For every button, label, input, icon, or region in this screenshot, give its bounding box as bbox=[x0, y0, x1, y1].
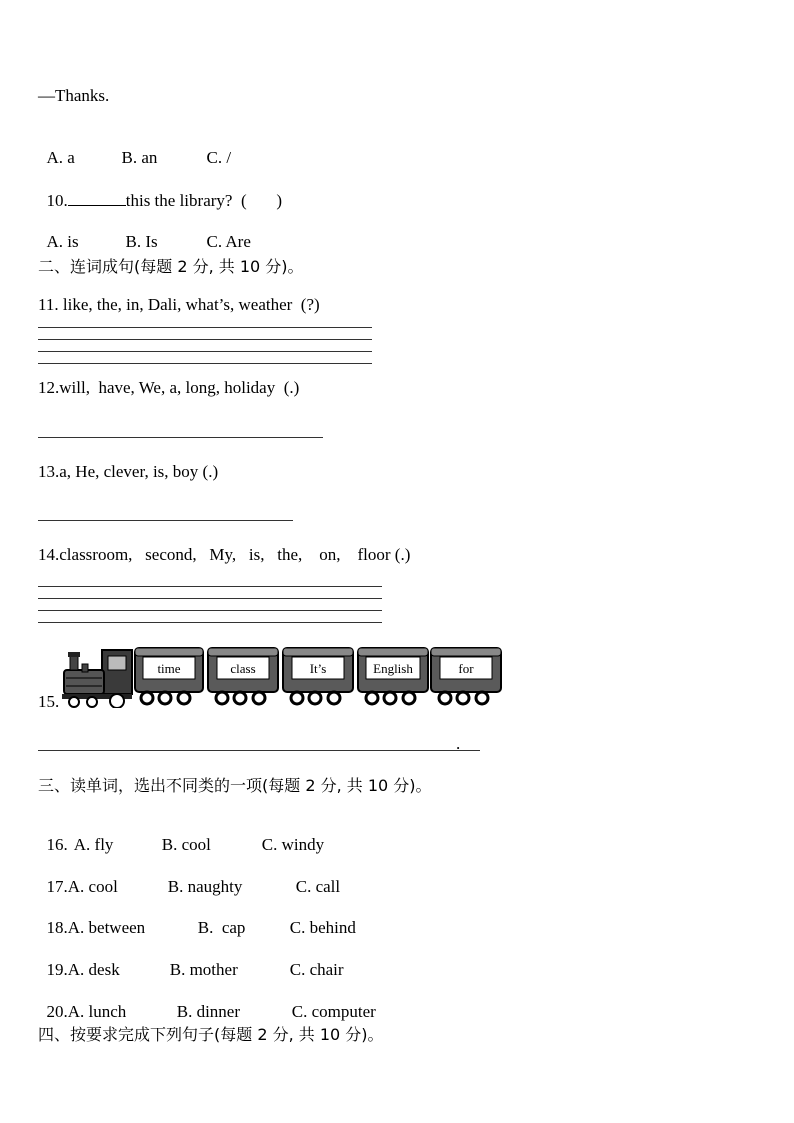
q11-answer-line-2[interactable] bbox=[38, 339, 372, 340]
q10-options bbox=[38, 212, 251, 252]
q19-number: 19. bbox=[46, 960, 68, 979]
q11-answer-line-4[interactable] bbox=[38, 363, 372, 364]
q20 bbox=[38, 982, 376, 1022]
q15-end-mark: . bbox=[456, 734, 461, 753]
q10-blank[interactable] bbox=[68, 190, 126, 206]
q17-number: 17. bbox=[46, 877, 68, 896]
q10-text: this the library? ( ) bbox=[125, 191, 283, 210]
q10-option-a[interactable]: A. is bbox=[46, 232, 79, 251]
train-car-1 bbox=[135, 648, 203, 704]
q20-number: 20. bbox=[46, 1002, 68, 1021]
q17-option-a[interactable]: A. cool bbox=[67, 877, 118, 896]
locomotive-icon bbox=[62, 650, 132, 708]
q10 bbox=[38, 170, 282, 211]
q13-answer-line[interactable] bbox=[38, 520, 293, 521]
q18-number: 18. bbox=[46, 918, 68, 937]
train-car-5 bbox=[431, 648, 501, 704]
q11-prompt: 11. like, the, in, Dali, what’s, weather (?) bbox=[38, 295, 320, 314]
q18 bbox=[38, 898, 356, 938]
q17-option-b[interactable]: B. naughty bbox=[167, 877, 243, 896]
train-car-2 bbox=[208, 648, 278, 704]
q11-answer-line-1[interactable] bbox=[38, 327, 372, 328]
q10-option-b[interactable]: B. Is bbox=[125, 232, 158, 251]
q16 bbox=[38, 815, 324, 855]
q16-option-c[interactable]: C. windy bbox=[261, 835, 325, 854]
q14-answer-line-3[interactable] bbox=[38, 610, 382, 611]
q16-number: 16. bbox=[46, 835, 68, 854]
q9-option-b[interactable]: B. an bbox=[121, 148, 158, 167]
q10-number: 10. bbox=[46, 191, 68, 210]
q18-option-b[interactable]: B. cap bbox=[197, 918, 246, 937]
q15-answer-line[interactable] bbox=[38, 750, 480, 751]
q9-reply-line: —Thanks. bbox=[38, 86, 110, 105]
q15-number: 15. bbox=[38, 692, 60, 711]
q19 bbox=[38, 940, 344, 980]
section-3-heading: 三、读单词，选出不同类的一项(每题 2 分, 共 10 分)。 bbox=[38, 776, 432, 795]
q19-option-b[interactable]: B. mother bbox=[169, 960, 238, 979]
q18-option-a[interactable]: A. between bbox=[67, 918, 146, 937]
q12-prompt: 12.will, have, We, a, long, holiday (.) bbox=[38, 378, 300, 397]
train-word-2: class bbox=[230, 661, 256, 676]
q13-prompt: 13.a, He, clever, is, boy (.) bbox=[38, 462, 219, 481]
train-car-4 bbox=[358, 648, 428, 704]
section-4-heading: 四、按要求完成下列句子(每题 2 分, 共 10 分)。 bbox=[38, 1025, 384, 1044]
q14-answer-line-4[interactable] bbox=[38, 622, 382, 623]
q12-answer-line[interactable] bbox=[38, 437, 323, 438]
q14-answer-line-2[interactable] bbox=[38, 598, 382, 599]
train-car-3 bbox=[283, 648, 353, 704]
train-word-5: for bbox=[458, 661, 474, 676]
q16-option-a[interactable]: A. fly bbox=[73, 835, 114, 854]
q16-option-b[interactable]: B. cool bbox=[161, 835, 211, 854]
word-train-illustration bbox=[62, 644, 504, 708]
q10-option-c[interactable]: C. Are bbox=[206, 232, 251, 251]
q14-prompt: 14.classroom, second, My, is, the, on, floor (.) bbox=[38, 545, 411, 564]
q19-option-c[interactable]: C. chair bbox=[289, 960, 344, 979]
q17 bbox=[38, 857, 340, 897]
train-word-1: time bbox=[157, 661, 181, 676]
q17-option-c[interactable]: C. call bbox=[295, 877, 341, 896]
train-word-3: It’s bbox=[309, 661, 327, 676]
q9-options bbox=[38, 128, 231, 168]
q14-answer-line-1[interactable] bbox=[38, 586, 382, 587]
q9-option-a[interactable]: A. a bbox=[46, 148, 75, 167]
q18-option-c[interactable]: C. behind bbox=[289, 918, 356, 937]
q20-option-b[interactable]: B. dinner bbox=[176, 1002, 241, 1021]
q20-option-c[interactable]: C. computer bbox=[291, 1002, 376, 1021]
q20-option-a[interactable]: A. lunch bbox=[67, 1002, 127, 1021]
q11-answer-line-3[interactable] bbox=[38, 351, 372, 352]
train-word-4: English bbox=[373, 661, 413, 676]
q19-option-a[interactable]: A. desk bbox=[67, 960, 120, 979]
section-2-heading: 二、连词成句(每题 2 分, 共 10 分)。 bbox=[38, 257, 304, 276]
q9-option-c[interactable]: C. / bbox=[206, 148, 232, 167]
